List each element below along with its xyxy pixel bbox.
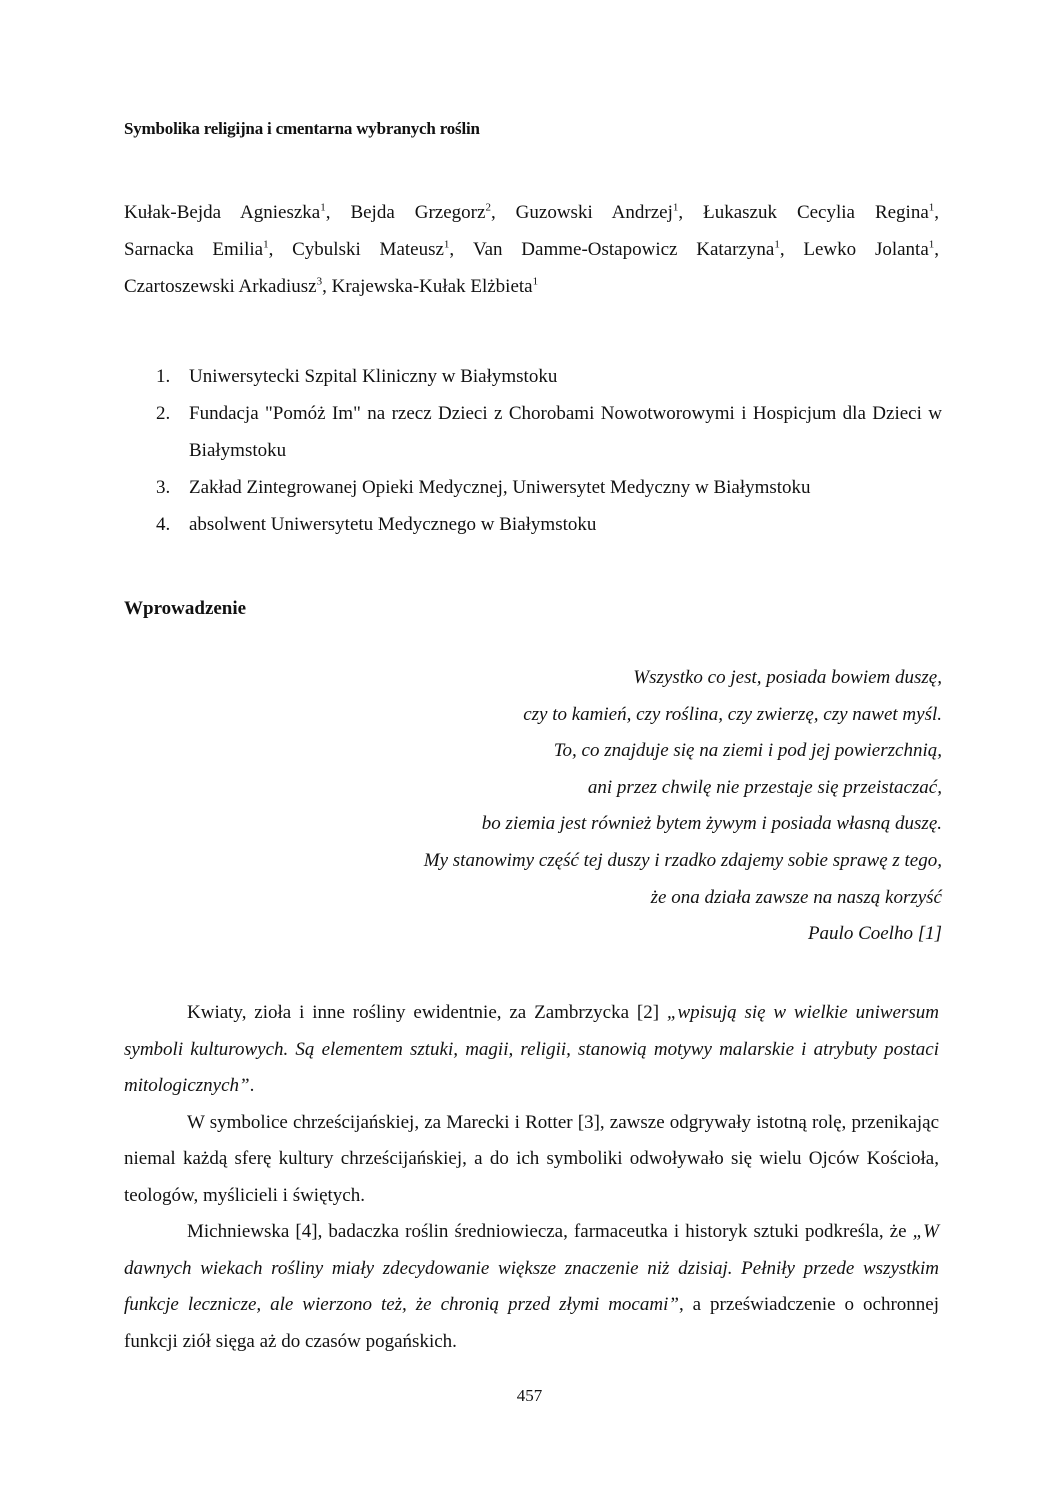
affiliation-item [156,395,942,469]
section-heading: Wprowadzenie [124,598,247,619]
affiliation-text: Zakład Zintegrowanej Opieki Medycznej, Uniwersytet Medyczny w Białymstoku [189,477,811,498]
page-number: 457 [516,1386,543,1405]
paragraph-text: , a przeświadczenie o ochronnej funkcji ziół sięga aż do czasów pogańskich. [124,1294,940,1352]
author-list [124,194,939,305]
paragraph [124,1214,939,1360]
quote-line: My stanowimy część tej duszy i rzadko zdajemy sobie sprawę z tego, [423,849,942,871]
author [473,239,803,260]
author-affiliation-ref: 1 [774,238,780,251]
affiliation-number: 3. [156,477,171,498]
affiliation-item [156,506,942,543]
author-affiliation-ref: 1 [672,201,679,214]
author-name: Sarnacka Emilia [124,239,264,260]
affiliation-number: 1. [156,366,171,387]
epigraph-quote [242,660,942,953]
quote-line: ani przez chwilę nie przestaje się przeistaczać, [587,776,942,798]
author [124,239,292,260]
affiliation-item [156,358,942,395]
author-name: Guzowski Andrzej [515,202,673,223]
author-name: Łukaszuk Cecylia Regina [703,202,929,223]
author-name: Lewko Jolanta [803,239,929,260]
quote-line: bo ziemia jest również bytem żywym i posiada własną duszę. [481,813,942,835]
paragraph-text: W symbolice chrześcijańskiej, za Marecki i Rotter [3], zawsze odgrywały istotną rolę, przenikając niemal każdą sferę kultury chrześcijańskiej, a do ich symboliki odwoływało się wielu Ojców Kościoła, teologów, myślicieli i świętych. [124,1111,939,1206]
quote-attribution: Paulo Coelho [1] [807,923,942,945]
author-affiliation-ref: 3 [316,275,323,288]
affiliation-text: Uniwersytecki Szpital Kliniczny w Białymstoku [189,366,558,387]
paragraph-text: Michniewska [4], badaczka roślin średniowiecza, farmaceutka i historyk sztuki podkreśla, że [187,1221,913,1242]
affiliation-list [156,358,942,543]
author-separator: , [322,276,332,297]
author-affiliation-ref: 1 [263,238,269,251]
author [516,202,703,223]
author [124,202,350,223]
affiliation-number: 4. [156,514,171,535]
author [292,239,473,260]
author-name: Krajewska-Kułak Elżbieta [331,276,533,297]
paragraph-quote: „W dawnych wiekach rośliny miały zdecydowanie większe znaczenie niż dzisiaj. Pełniły przede wszystkim funkcje lecznicze, ale wierzono też, że chronią przed złymi mocami” [124,1221,939,1315]
author-separator: , [449,239,473,260]
author-separator: , [934,202,940,223]
author-name: Van Damme-Ostapowicz Katarzyna [472,239,775,260]
author-affiliation-ref: 2 [485,201,491,214]
affiliation-text: Fundacja "Pomóż Im" na rzecz Dzieci z Chorobami Nowotworowymi i Hospicjum dla Dzieci w Białymstoku [189,403,942,461]
author-separator: , [490,202,516,223]
affiliation-number: 2. [156,403,171,424]
author [703,202,939,223]
author-separator: , [678,202,704,223]
author [803,239,939,260]
author-affiliation-ref: 1 [928,201,935,214]
quote-line: Wszystko co jest, posiada bowiem duszę, [633,667,942,688]
quote-line: czy to kamień, czy roślina, czy zwierzę, czy nawet myśl. [523,703,942,725]
author-affiliation-ref: 1 [532,275,539,288]
author-name: Czartoszewski Arkadiusz [124,276,317,297]
affiliation-item [156,469,942,506]
author-separator: , [779,239,804,260]
author-name: Bejda Grzegorz [350,202,486,223]
author-separator: , [325,202,351,223]
author-affiliation-ref: 1 [928,238,935,251]
quote-line: że ona działa zawsze na naszą korzyść [650,886,942,908]
body-text [124,995,939,1360]
author [124,276,332,297]
author-affiliation-ref: 1 [443,238,450,251]
author-affiliation-ref: 1 [320,201,326,214]
paragraph-text: . [249,1075,255,1096]
author-separator: , [934,239,940,260]
author-separator: , [268,239,293,260]
paragraph [124,995,939,1105]
author-name: Cybulski Mateusz [292,239,444,260]
author [350,202,515,223]
paragraph [124,1105,939,1215]
affiliation-text: absolwent Uniwersytetu Medycznego w Białymstoku [189,514,597,535]
author [332,276,539,297]
paragraph-text: Kwiaty, zioła i inne rośliny ewidentnie, za Zambrzycka [2] [187,1002,667,1023]
paragraph-quote: „wpisują się w wielkie uniwersum symboli kulturowych. Są elementem sztuki, magii, religii, stanowią motywy malarskie i atrybuty postaci mitologicznych” [124,1002,939,1096]
article-title: Symbolika religijna i cmentarna wybranych roślin [124,119,480,138]
quote-line: To, co znajduje się na ziemi i pod jej powierzchnią, [553,740,942,762]
author-name: Kułak-Bejda Agnieszka [124,202,321,223]
